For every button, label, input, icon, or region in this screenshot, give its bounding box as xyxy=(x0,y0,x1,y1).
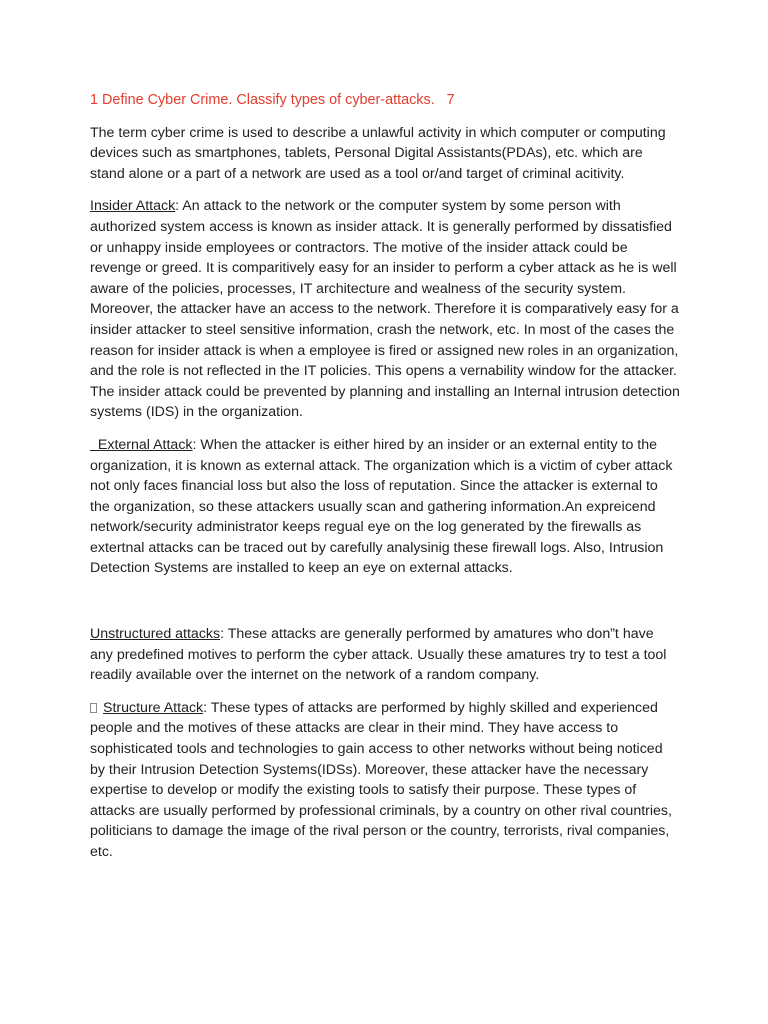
question-heading: 1 Define Cyber Crime. Classify types of cyber-attacks. 7 xyxy=(90,92,455,108)
cyber-crime-definition xyxy=(90,123,680,185)
external-attack-paragraph xyxy=(90,435,680,579)
insider-attack-text: : An attack to the network or the computer system by some person with authorized system access is known as insider attack. It is generally performed by dissatisfied or unhappy inside employees or contractors. The motive of the insider attack could be revenge or greed. It is comparitively easy for an insider to perform a cyber attack as he is well aware of the policies, processes, IT architecture and wealness of the security system. Moreover, the attacker have an access to the network. Therefore it is comparatively easy for a insider attacker to steel sensitive information, crash the network, etc. In most of the cases the reason for insider attack is when a employee is fired or assigned new roles in an organization, and the role is not reflected in the IT policies. This opens a vernability window for the attacker. The insider attack could be prevented by planning and installing an Internal intrusion detection systems (IDS) in the organization. xyxy=(90,198,680,421)
structure-attack-text: : These types of attacks are performed by highly skilled and experienced people and the motives of these attacks are clear in their mind. They have access to sophisticated tools and technologies to gain access to other networks without being noticed by their Intrusion Detection Systems(IDSs). Moreover, these attacker have the necessary expertise to develop or modify the existing tools to satisfy their purpose. These types of attacks are usually performed by professional criminals, by a country on other rival countries, politicians to damage the image of the rival person or the country, terrorists, rival companies, etc. xyxy=(90,699,672,860)
unstructured-attacks-term: Unstructured attacks xyxy=(90,626,221,643)
structure-attack-paragraph xyxy=(90,698,680,863)
external-attack-text: : When the attacker is either hired by an insider or an external entity to the organization, it is known as external attack. The organization which is a victim of cyber attack not only faces financial loss but also the loss of reputation. Since the attacker is external to the organization, so these attackers usually scan and gathering information.An expreicend network/security administrator keeps regual eye on the log generated by the firewalls as extertnal attacks can be traced out by carefully analysinig these firewall logs. Also, Intrusion Detection Systems are installed to keep an eye on external attacks. xyxy=(90,436,673,577)
definition-text: The term cyber crime is used to describe a unlawful activity in which computer or computing devices such as smartphones, tablets, Personal Digital Assistants(PDAs), etc. which are stand alone or a part of a network are used as a tool or/and target of criminal acitivity. xyxy=(90,124,666,182)
document-page xyxy=(90,90,680,875)
insider-attack-term: Insider Attack xyxy=(90,198,176,215)
structure-attack-term: Structure Attack xyxy=(103,699,204,716)
insider-attack-paragraph xyxy=(90,196,680,423)
unstructured-attacks-text: : These attacks are generally performed by amatures who don”t have any predefined motives to perform the cyber attack. Usually these amatures try to test a tool readily available over the internet on the network of a random company. xyxy=(90,626,667,684)
unstructured-attacks-paragraph xyxy=(90,624,680,686)
external-attack-term: External Attack xyxy=(90,436,193,453)
missing-bullet-glyph-icon xyxy=(90,703,97,713)
